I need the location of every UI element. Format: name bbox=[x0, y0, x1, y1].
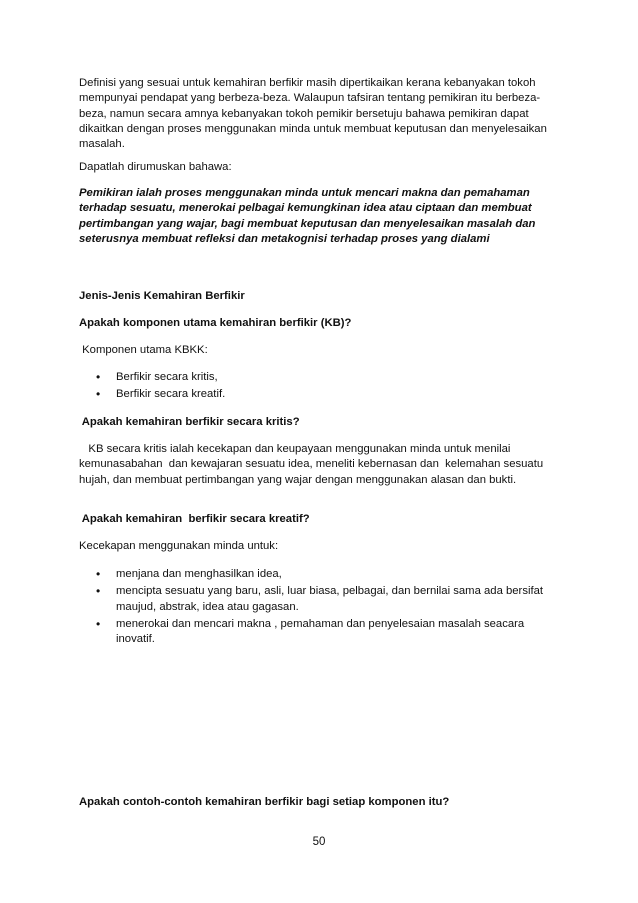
creative-list bbox=[79, 567, 561, 649]
list-item-text: Berfikir secara kritis, bbox=[116, 371, 218, 383]
question-creative: Apakah kemahiran berfikir secara kreatif? bbox=[79, 513, 310, 525]
components-lead: Komponen utama KBKK: bbox=[79, 344, 208, 356]
bullet-icon: • bbox=[96, 567, 101, 581]
list-item-text: mencipta sesuatu yang baru, asli, luar biasa, pelbagai, dan bernilai sama ada bersifat maujud, abstrak, idea atau gagasan. bbox=[116, 585, 544, 613]
list-item bbox=[79, 584, 561, 615]
question-components: Apakah komponen utama kemahiran berfikir (KB)? bbox=[79, 317, 352, 329]
intro-paragraph: Definisi yang sesuai untuk kemahiran berfikir masih dipertikaikan kerana kebanyakan tokoh mempunyai pendapat yang berbeza-beza. Walaupun tafsiran tentang pemikiran itu berbeza-beza, namun secara amnya kebanyakan tokoh pemikir bersetuju bahawa pemikiran dapat dikaitkan dengan proses menggunakan minda untuk membuat keputusan dan menyelesaikan masalah. bbox=[79, 77, 547, 151]
list-item bbox=[79, 617, 561, 648]
question-critical: Apakah kemahiran berfikir secara kritis? bbox=[79, 416, 300, 428]
critical-paragraph: KB secara kritis ialah kecekapan dan keupayaan menggunakan minda untuk menilai kemunasabahan dan kewajaran sesuatu idea, meneliti kebernasan dan kelemahan sesuatu hujah, dan membuat pertimbangan yang wajar dengan menggunakan alasan dan bukti. bbox=[79, 443, 547, 486]
list-item-text: Berfikir secara kreatif. bbox=[116, 388, 226, 401]
summary-lead: Dapatlah dirumuskan bahawa: bbox=[79, 161, 232, 173]
bullet-icon: • bbox=[96, 616, 101, 631]
components-list bbox=[79, 370, 561, 405]
list-item-text: menjana dan menghasilkan idea, bbox=[116, 568, 282, 580]
list-item bbox=[79, 370, 561, 385]
bullet-icon: • bbox=[96, 370, 101, 384]
page-number: 50 bbox=[312, 836, 326, 848]
list-item bbox=[79, 387, 561, 402]
question-examples: Apakah contoh-contoh kemahiran berfikir bagi setiap komponen itu? bbox=[79, 796, 450, 808]
creative-lead: Kecekapan menggunakan minda untuk: bbox=[79, 540, 279, 552]
bullet-icon: • bbox=[96, 387, 101, 402]
section-heading: Jenis-Jenis Kemahiran Berfikir bbox=[79, 290, 245, 302]
list-item-text: menerokai dan mencari makna , pemahaman dan penyelesaian masalah seacara inovatif. bbox=[116, 617, 525, 646]
definition-paragraph: Pemikiran ialah proses menggunakan minda untuk mencari makna dan pemahaman terhadap sesuatu, menerokai pelbagai kemungkinan idea atau ciptaan dan membuat pertimbangan yang wajar, bagi membuat keputusan dan menyelesaikan masalah dan seterusnya membuat refleksi dan metakognisi terhadap proses yang dialami bbox=[79, 187, 536, 245]
list-item bbox=[79, 567, 561, 582]
bullet-icon: • bbox=[96, 584, 101, 599]
